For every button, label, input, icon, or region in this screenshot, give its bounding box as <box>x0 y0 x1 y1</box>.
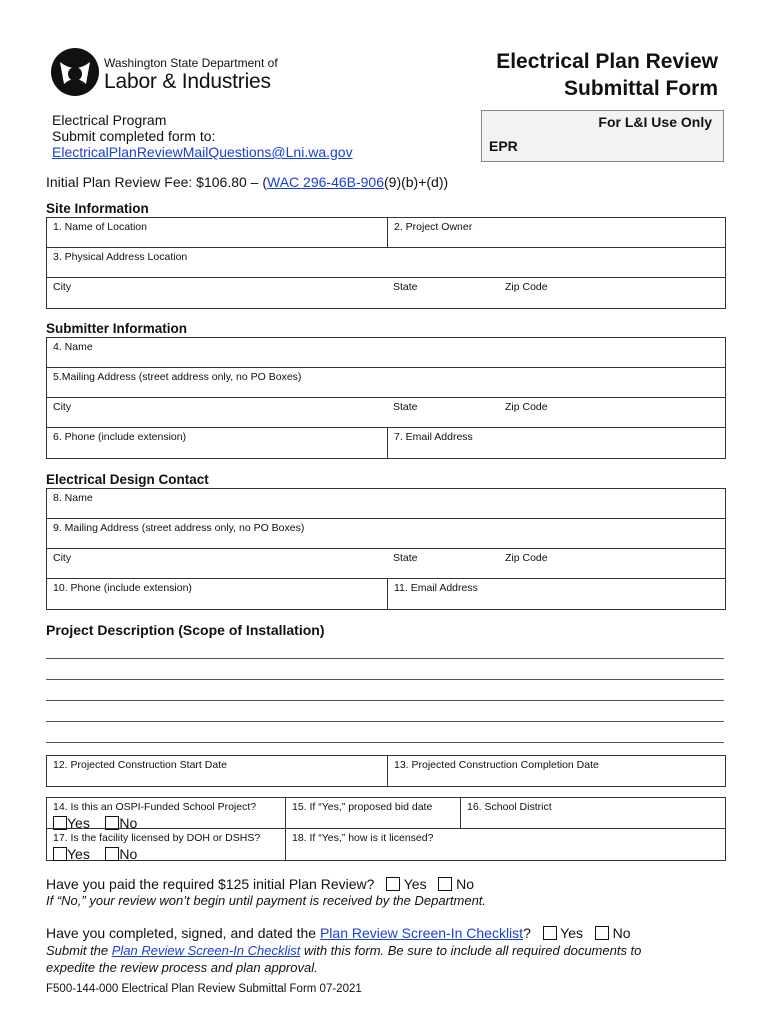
checklist-no-checkbox[interactable] <box>595 926 609 940</box>
description-line-3[interactable] <box>46 700 724 701</box>
site-city-field[interactable]: City <box>53 281 72 293</box>
submission-email-link[interactable]: ElectricalPlanReviewMailQuestions@Lni.wa.gov <box>52 144 353 160</box>
q14-yes-checkbox[interactable] <box>53 816 67 830</box>
payment-question-row <box>46 876 474 892</box>
submitter-row-4 <box>47 428 725 458</box>
form-id-footer: F500-144-000 Electrical Plan Review Submittal Form 07-2021 <box>46 983 362 995</box>
description-line-1[interactable] <box>46 658 724 659</box>
payment-yes-label: Yes <box>403 876 427 892</box>
fee-line: Initial Plan Review Fee: $106.80 – (WAC 296-46B-906(9)(b)+(d)) <box>46 174 449 190</box>
checklist-note: Submit the Plan Review Screen-In Checklist with this form. Be sure to include all required documents to expedite the review process and plan approval. <box>46 943 642 975</box>
design-grid <box>46 488 726 610</box>
design-row-2 <box>47 519 725 549</box>
program-name: Electrical Program <box>52 112 167 128</box>
q17-label: 17. Is the facility licensed by DOH or DSHS? <box>53 832 261 844</box>
q14-no-label: No <box>119 815 138 831</box>
submitter-city-field[interactable]: City <box>53 401 72 413</box>
design-zip-field[interactable]: Zip Code <box>505 552 548 564</box>
q17-no-checkbox[interactable] <box>105 847 119 861</box>
q17-no-label: No <box>119 846 138 862</box>
description-line-4[interactable] <box>46 721 724 722</box>
design-name-field[interactable]: 8. Name <box>53 492 93 504</box>
school-row-1 <box>47 798 725 829</box>
project-owner-field[interactable]: 2. Project Owner <box>387 218 725 247</box>
design-row-3 <box>47 549 725 579</box>
submitter-state-field[interactable]: State <box>393 401 418 413</box>
site-heading: Site Information <box>46 201 149 216</box>
checklist-yes-label: Yes <box>560 925 584 941</box>
design-email-field[interactable]: 11. Email Address <box>387 579 725 609</box>
payment-question: Have you paid the required $125 initial Plan Review? <box>46 876 375 892</box>
payment-yes-checkbox[interactable] <box>386 877 400 891</box>
checklist-link[interactable]: Plan Review Screen-In Checklist <box>319 925 524 941</box>
checklist-yes-checkbox[interactable] <box>543 926 557 940</box>
agency-line: Washington State Department of <box>104 56 278 70</box>
design-phone-field[interactable]: 10. Phone (include extension) <box>53 582 192 594</box>
office-use-title: For L&I Use Only <box>598 114 712 130</box>
checklist-no-label: No <box>612 925 631 941</box>
start-date-field[interactable]: 12. Projected Construction Start Date <box>53 759 227 771</box>
payment-note: If “No,” your review won’t begin until payment is received by the Department. <box>46 893 487 908</box>
submitter-row-3 <box>47 398 725 428</box>
design-mailing-field[interactable]: 9. Mailing Address (street address only, no PO Boxes) <box>53 522 305 534</box>
dates-row <box>47 756 725 786</box>
q17-cell <box>47 829 285 860</box>
design-row-1 <box>47 489 725 519</box>
q17-yes-checkbox[interactable] <box>53 847 67 861</box>
submit-instruction: Submit completed form to: <box>52 128 216 144</box>
dates-grid <box>46 755 726 787</box>
site-row-2 <box>47 248 725 278</box>
q14-yes-label: Yes <box>67 815 90 831</box>
submitter-name-field[interactable]: 4. Name <box>53 341 93 353</box>
submitter-grid <box>46 337 726 459</box>
payment-no-checkbox[interactable] <box>438 877 452 891</box>
submitter-zip-field[interactable]: Zip Code <box>505 401 548 413</box>
site-grid <box>46 217 726 309</box>
site-row-1 <box>47 218 725 248</box>
q18-field[interactable]: 18. If “Yes,” how is it licensed? <box>285 829 725 860</box>
checklist-note-link[interactable]: Plan Review Screen-In Checklist <box>111 943 301 958</box>
name-of-location-field[interactable]: 1. Name of Location <box>53 221 147 233</box>
project-heading: Project Description (Scope of Installation) <box>46 622 325 638</box>
submitter-email-field[interactable]: 7. Email Address <box>387 428 725 458</box>
wac-link[interactable]: WAC 296-46B-906 <box>267 174 384 190</box>
q14-cell <box>47 798 285 831</box>
q16-field[interactable]: 16. School District <box>460 798 725 828</box>
program-info <box>52 112 353 160</box>
design-row-4 <box>47 579 725 609</box>
submitter-mailing-field[interactable]: 5.Mailing Address (street address only, no PO Boxes) <box>53 371 302 383</box>
payment-no-label: No <box>456 876 475 892</box>
agency-name: Labor & Industries <box>104 70 271 93</box>
school-grid <box>46 797 726 861</box>
submitter-row-1 <box>47 338 725 368</box>
epr-label: EPR <box>489 138 518 154</box>
submitter-phone-field[interactable]: 6. Phone (include extension) <box>53 431 187 443</box>
design-city-field[interactable]: City <box>53 552 72 564</box>
school-row-2 <box>47 829 725 860</box>
q14-label: 14. Is this an OSPI-Funded School Project? <box>53 801 257 813</box>
completion-date-field[interactable]: 13. Projected Construction Completion Date <box>387 756 725 786</box>
q15-field[interactable]: 15. If “Yes,” proposed bid date <box>285 798 460 828</box>
design-state-field[interactable]: State <box>393 552 418 564</box>
form-title: Electrical Plan Review Submittal Form <box>496 50 718 100</box>
physical-address-field[interactable]: 3. Physical Address Location <box>53 251 188 263</box>
design-heading: Electrical Design Contact <box>46 472 209 487</box>
submitter-heading: Submitter Information <box>46 321 187 336</box>
checklist-question-row: Have you completed, signed, and dated the Plan Review Screen-In Checklist? Yes No <box>46 925 631 941</box>
description-line-2[interactable] <box>46 679 724 680</box>
description-line-5[interactable] <box>46 742 724 743</box>
site-state-field[interactable]: State <box>393 281 418 293</box>
lni-logo-icon <box>50 44 100 100</box>
site-zip-field[interactable]: Zip Code <box>505 281 548 293</box>
site-row-3 <box>47 278 725 308</box>
q17-yes-label: Yes <box>67 846 90 862</box>
q14-no-checkbox[interactable] <box>105 816 119 830</box>
submitter-row-2 <box>47 368 725 398</box>
